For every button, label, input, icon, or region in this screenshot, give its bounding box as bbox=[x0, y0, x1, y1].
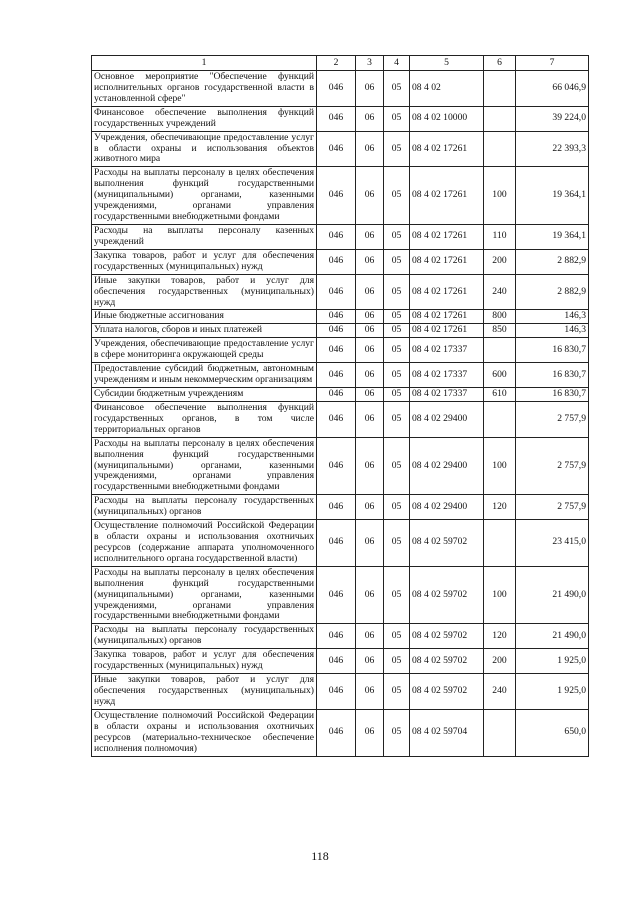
row-sum-cell: 2 882,9 bbox=[516, 274, 589, 310]
row-vr-cell bbox=[484, 338, 516, 363]
row-vr-cell: 600 bbox=[484, 363, 516, 388]
row-name-cell: Расходы на выплаты персоналу казенных учреждений bbox=[92, 224, 317, 249]
table-row bbox=[92, 624, 589, 649]
row-vr-cell: 110 bbox=[484, 224, 516, 249]
row-rz-cell: 06 bbox=[356, 106, 384, 131]
row-csr-cell: 08 4 02 17261 bbox=[410, 224, 484, 249]
row-name-cell: Расходы на выплаты персоналу государственных (муниципальных) органов bbox=[92, 495, 317, 520]
row-pr-cell: 05 bbox=[384, 131, 410, 167]
row-csr-cell: 08 4 02 59702 bbox=[410, 566, 484, 624]
row-rz-cell: 06 bbox=[356, 624, 384, 649]
row-name-cell: Предоставление субсидий бюджетным, автономным учреждениям и иным некоммерческим организациям bbox=[92, 363, 317, 388]
row-gr-cell: 046 bbox=[317, 167, 356, 225]
row-csr-cell: 08 4 02 29400 bbox=[410, 495, 484, 520]
row-gr-cell: 046 bbox=[317, 363, 356, 388]
row-sum-cell: 19 364,1 bbox=[516, 224, 589, 249]
header-col-7: 7 bbox=[516, 56, 589, 71]
row-csr-cell: 08 4 02 17337 bbox=[410, 387, 484, 401]
row-rz-cell: 06 bbox=[356, 495, 384, 520]
row-gr-cell: 046 bbox=[317, 249, 356, 274]
row-name-cell: Осуществление полномочий Российской Федерации в области охраны и использования охотничьих ресурсов (содержание аппарата уполномоченного исполнительного органа государственной власти) bbox=[92, 520, 317, 567]
row-pr-cell: 05 bbox=[384, 71, 410, 107]
row-csr-cell: 08 4 02 bbox=[410, 71, 484, 107]
row-rz-cell: 06 bbox=[356, 338, 384, 363]
row-sum-cell: 2 757,9 bbox=[516, 495, 589, 520]
row-pr-cell: 05 bbox=[384, 401, 410, 437]
row-rz-cell: 06 bbox=[356, 310, 384, 324]
table-row bbox=[92, 649, 589, 674]
row-gr-cell: 046 bbox=[317, 649, 356, 674]
row-rz-cell: 06 bbox=[356, 167, 384, 225]
row-vr-cell bbox=[484, 71, 516, 107]
header-col-3: 3 bbox=[356, 56, 384, 71]
row-vr-cell: 100 bbox=[484, 437, 516, 495]
row-name-cell: Учреждения, обеспечивающие предоставление услуг в области охраны и использования объектов животного мира bbox=[92, 131, 317, 167]
row-pr-cell: 05 bbox=[384, 249, 410, 274]
row-rz-cell: 06 bbox=[356, 274, 384, 310]
row-sum-cell: 16 830,7 bbox=[516, 338, 589, 363]
table-row bbox=[92, 363, 589, 388]
row-sum-cell: 21 490,0 bbox=[516, 624, 589, 649]
row-csr-cell: 08 4 02 29400 bbox=[410, 401, 484, 437]
row-csr-cell: 08 4 02 17261 bbox=[410, 310, 484, 324]
row-sum-cell: 2 757,9 bbox=[516, 437, 589, 495]
row-gr-cell: 046 bbox=[317, 387, 356, 401]
row-vr-cell bbox=[484, 709, 516, 756]
row-pr-cell: 05 bbox=[384, 106, 410, 131]
row-sum-cell: 39 224,0 bbox=[516, 106, 589, 131]
row-csr-cell: 08 4 02 59702 bbox=[410, 520, 484, 567]
row-sum-cell: 2 882,9 bbox=[516, 249, 589, 274]
row-sum-cell: 21 490,0 bbox=[516, 566, 589, 624]
table-row bbox=[92, 310, 589, 324]
row-vr-cell bbox=[484, 401, 516, 437]
row-pr-cell: 05 bbox=[384, 310, 410, 324]
row-pr-cell: 05 bbox=[384, 495, 410, 520]
table-row bbox=[92, 566, 589, 624]
row-pr-cell: 05 bbox=[384, 624, 410, 649]
row-pr-cell: 05 bbox=[384, 338, 410, 363]
row-sum-cell: 1 925,0 bbox=[516, 674, 589, 710]
row-pr-cell: 05 bbox=[384, 167, 410, 225]
row-sum-cell: 650,0 bbox=[516, 709, 589, 756]
row-rz-cell: 06 bbox=[356, 249, 384, 274]
row-csr-cell: 08 4 02 17261 bbox=[410, 324, 484, 338]
row-sum-cell: 146,3 bbox=[516, 324, 589, 338]
table-row bbox=[92, 387, 589, 401]
table-row bbox=[92, 495, 589, 520]
row-gr-cell: 046 bbox=[317, 131, 356, 167]
page-number: 118 bbox=[311, 849, 329, 863]
row-csr-cell: 08 4 02 29400 bbox=[410, 437, 484, 495]
row-sum-cell: 66 046,9 bbox=[516, 71, 589, 107]
row-rz-cell: 06 bbox=[356, 566, 384, 624]
table-row bbox=[92, 709, 589, 756]
row-name-cell: Субсидии бюджетным учреждениям bbox=[92, 387, 317, 401]
row-vr-cell: 100 bbox=[484, 566, 516, 624]
row-pr-cell: 05 bbox=[384, 387, 410, 401]
row-vr-cell: 240 bbox=[484, 674, 516, 710]
row-csr-cell: 08 4 02 59702 bbox=[410, 674, 484, 710]
row-csr-cell: 08 4 02 17261 bbox=[410, 167, 484, 225]
row-name-cell: Иные бюджетные ассигнования bbox=[92, 310, 317, 324]
header-col-2: 2 bbox=[317, 56, 356, 71]
row-vr-cell: 100 bbox=[484, 167, 516, 225]
row-gr-cell: 046 bbox=[317, 338, 356, 363]
row-rz-cell: 06 bbox=[356, 649, 384, 674]
row-sum-cell: 16 830,7 bbox=[516, 363, 589, 388]
row-rz-cell: 06 bbox=[356, 71, 384, 107]
header-col-1: 1 bbox=[92, 56, 317, 71]
row-gr-cell: 046 bbox=[317, 324, 356, 338]
table-row bbox=[92, 71, 589, 107]
table-body bbox=[92, 71, 589, 757]
row-rz-cell: 06 bbox=[356, 674, 384, 710]
row-name-cell: Уплата налогов, сборов и иных платежей bbox=[92, 324, 317, 338]
table-row bbox=[92, 520, 589, 567]
row-csr-cell: 08 4 02 59702 bbox=[410, 624, 484, 649]
row-csr-cell: 08 4 02 10000 bbox=[410, 106, 484, 131]
row-gr-cell: 046 bbox=[317, 224, 356, 249]
row-pr-cell: 05 bbox=[384, 709, 410, 756]
header-col-6: 6 bbox=[484, 56, 516, 71]
row-vr-cell: 120 bbox=[484, 495, 516, 520]
row-name-cell: Расходы на выплаты персоналу в целях обеспечения выполнения функций государственными (муниципальными) органами, казенными учреждениями, органами управления государственными внебюджетными фондами bbox=[92, 167, 317, 225]
row-pr-cell: 05 bbox=[384, 224, 410, 249]
row-name-cell: Осуществление полномочий Российской Федерации в области охраны и использования охотничьих ресурсов (материально-техническое обеспечение исполнения полномочия) bbox=[92, 709, 317, 756]
row-sum-cell: 1 925,0 bbox=[516, 649, 589, 674]
row-name-cell: Закупка товаров, работ и услуг для обеспечения государственных (муниципальных) нужд bbox=[92, 249, 317, 274]
row-vr-cell: 850 bbox=[484, 324, 516, 338]
table-row bbox=[92, 106, 589, 131]
row-name-cell: Иные закупки товаров, работ и услуг для обеспечения государственных (муниципальных) нужд bbox=[92, 274, 317, 310]
row-name-cell: Учреждения, обеспечивающие предоставление услуг в сфере мониторинга окружающей среды bbox=[92, 338, 317, 363]
row-name-cell: Расходы на выплаты персоналу в целях обеспечения выполнения функций государственными (муниципальными) органами, казенными учреждениями, органами управления государственными внебюджетными фондами bbox=[92, 437, 317, 495]
row-pr-cell: 05 bbox=[384, 649, 410, 674]
row-vr-cell: 120 bbox=[484, 624, 516, 649]
row-vr-cell: 800 bbox=[484, 310, 516, 324]
row-pr-cell: 05 bbox=[384, 363, 410, 388]
header-col-5: 5 bbox=[410, 56, 484, 71]
row-csr-cell: 08 4 02 17337 bbox=[410, 338, 484, 363]
row-csr-cell: 08 4 02 17261 bbox=[410, 274, 484, 310]
table-row bbox=[92, 131, 589, 167]
row-gr-cell: 046 bbox=[317, 566, 356, 624]
row-sum-cell: 19 364,1 bbox=[516, 167, 589, 225]
row-rz-cell: 06 bbox=[356, 520, 384, 567]
row-name-cell: Закупка товаров, работ и услуг для обеспечения государственных (муниципальных) нужд bbox=[92, 649, 317, 674]
row-csr-cell: 08 4 02 59702 bbox=[410, 649, 484, 674]
row-rz-cell: 06 bbox=[356, 387, 384, 401]
row-vr-cell: 200 bbox=[484, 649, 516, 674]
table-row bbox=[92, 274, 589, 310]
row-gr-cell: 046 bbox=[317, 437, 356, 495]
table-row bbox=[92, 338, 589, 363]
row-name-cell: Финансовое обеспечение выполнения функций государственных органов, в том числе территориальных органов bbox=[92, 401, 317, 437]
table-row bbox=[92, 249, 589, 274]
row-rz-cell: 06 bbox=[356, 324, 384, 338]
budget-table bbox=[91, 55, 589, 757]
row-name-cell: Иные закупки товаров, работ и услуг для обеспечения государственных (муниципальных) нужд bbox=[92, 674, 317, 710]
row-vr-cell bbox=[484, 131, 516, 167]
row-rz-cell: 06 bbox=[356, 224, 384, 249]
row-rz-cell: 06 bbox=[356, 401, 384, 437]
row-vr-cell: 200 bbox=[484, 249, 516, 274]
table-row bbox=[92, 324, 589, 338]
row-gr-cell: 046 bbox=[317, 624, 356, 649]
row-rz-cell: 06 bbox=[356, 131, 384, 167]
row-gr-cell: 046 bbox=[317, 495, 356, 520]
row-gr-cell: 046 bbox=[317, 401, 356, 437]
header-col-4: 4 bbox=[384, 56, 410, 71]
row-name-cell: Расходы на выплаты персоналу государственных (муниципальных) органов bbox=[92, 624, 317, 649]
row-pr-cell: 05 bbox=[384, 437, 410, 495]
row-gr-cell: 046 bbox=[317, 310, 356, 324]
row-gr-cell: 046 bbox=[317, 520, 356, 567]
row-pr-cell: 05 bbox=[384, 566, 410, 624]
row-gr-cell: 046 bbox=[317, 71, 356, 107]
row-vr-cell: 610 bbox=[484, 387, 516, 401]
table-row bbox=[92, 167, 589, 225]
row-sum-cell: 22 393,3 bbox=[516, 131, 589, 167]
row-sum-cell: 2 757,9 bbox=[516, 401, 589, 437]
table-row bbox=[92, 674, 589, 710]
table-row bbox=[92, 401, 589, 437]
row-gr-cell: 046 bbox=[317, 274, 356, 310]
row-pr-cell: 05 bbox=[384, 324, 410, 338]
row-gr-cell: 046 bbox=[317, 709, 356, 756]
header-row bbox=[92, 56, 589, 71]
row-csr-cell: 08 4 02 17261 bbox=[410, 131, 484, 167]
row-csr-cell: 08 4 02 59704 bbox=[410, 709, 484, 756]
row-rz-cell: 06 bbox=[356, 709, 384, 756]
row-gr-cell: 046 bbox=[317, 674, 356, 710]
row-vr-cell bbox=[484, 520, 516, 567]
row-name-cell: Основное мероприятие "Обеспечение функций исполнительных органов государственной власти в установленной сфере" bbox=[92, 71, 317, 107]
row-sum-cell: 146,3 bbox=[516, 310, 589, 324]
row-name-cell: Финансовое обеспечение выполнения функций государственных учреждений bbox=[92, 106, 317, 131]
row-gr-cell: 046 bbox=[317, 106, 356, 131]
row-csr-cell: 08 4 02 17337 bbox=[410, 363, 484, 388]
row-pr-cell: 05 bbox=[384, 674, 410, 710]
row-pr-cell: 05 bbox=[384, 520, 410, 567]
table-row bbox=[92, 224, 589, 249]
row-rz-cell: 06 bbox=[356, 437, 384, 495]
row-sum-cell: 16 830,7 bbox=[516, 387, 589, 401]
table-row bbox=[92, 437, 589, 495]
row-vr-cell: 240 bbox=[484, 274, 516, 310]
row-csr-cell: 08 4 02 17261 bbox=[410, 249, 484, 274]
row-sum-cell: 23 415,0 bbox=[516, 520, 589, 567]
row-name-cell: Расходы на выплаты персоналу в целях обеспечения выполнения функций государственными (муниципальными) органами, казенными учреждениями, органами управления государственными внебюджетными фондами bbox=[92, 566, 317, 624]
row-rz-cell: 06 bbox=[356, 363, 384, 388]
row-pr-cell: 05 bbox=[384, 274, 410, 310]
row-vr-cell bbox=[484, 106, 516, 131]
